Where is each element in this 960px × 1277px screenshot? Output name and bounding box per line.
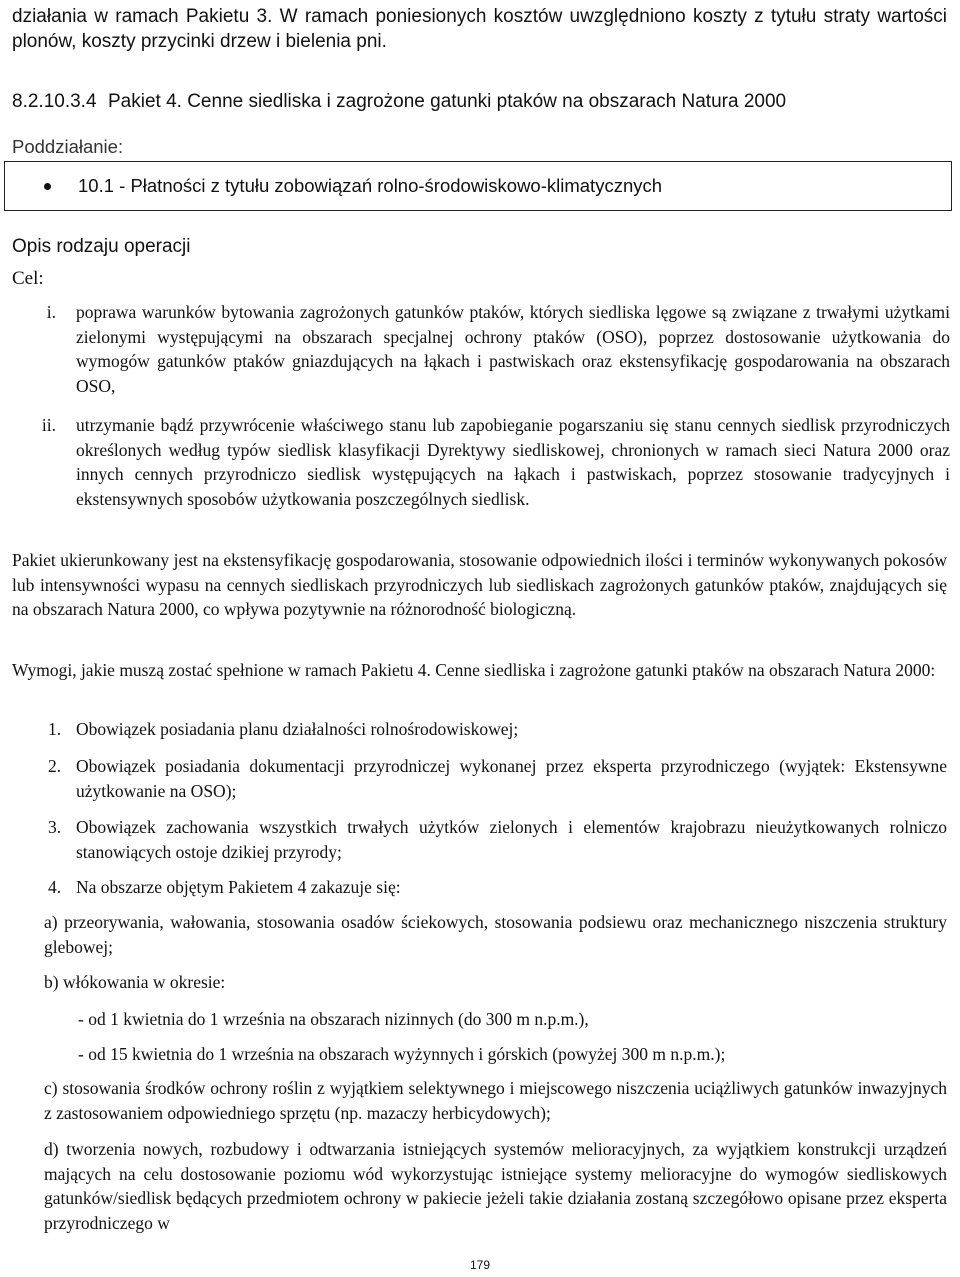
prohibition-c: c) stosowania środków ochrony roślin z wyjątkiem selektywnego i miejscowego niszczenia uciążliwych gatunków inwazyjnych z zastosowaniem odpowiedniego sprzętu (np. mazaczy herbicydowych);: [44, 1078, 947, 1123]
requirement-number: 3.: [48, 817, 62, 837]
requirement-item: [12, 717, 947, 742]
requirement-item: [12, 875, 947, 900]
cel-label: Cel:: [12, 268, 44, 289]
requirement-number: 4.: [48, 877, 62, 897]
paragraph: Pakiet ukierunkowany jest na ekstensyfikację gospodarowania, stosowanie odpowiednich ilości i terminów wykonywanych pokosów lub intensywności wypasu na cennych siedliskach przyrodniczych lub siedliskach zagrożonych gatunków ptaków, znajdujących się na obszarach Natura 2000, co wpływa pozytywnie na różnorodność biologiczną.: [12, 550, 947, 620]
poddzialanie-label: Poddziałanie:: [12, 136, 124, 157]
goal-text: utrzymanie bądź przywrócenie właściwego stanu lub zapobieganie pogarszaniu się stanu cennych siedlisk przyrodniczych określonych według typów siedlisk klasyfikacji Dyrektywy siedliskowej, chronionych w ramach sieci Natura 2000 oraz innych cennych przyrodniczo siedlisk występujących na łąkach i pastwiskach, poprzez stosowanie tradycyjnych i ekstensywnych sposobów użytkowania poszczególnych siedlisk.: [76, 415, 950, 509]
paragraph: Wymogi, jakie muszą zostać spełnione w ramach Pakietu 4. Cenne siedliska i zagrożone gatunki ptaków na obszarach Natura 2000:: [12, 660, 936, 680]
opis-heading: Opis rodzaju operacji: [12, 236, 191, 257]
section-title: Pakiet 4. Cenne siedliska i zagrożone gatunki ptaków na obszarach Natura 2000: [108, 91, 787, 112]
requirement-text: Obowiązek posiadania dokumentacji przyrodniczej wykonanej przez eksperta przyrodniczego (wyjątek: Ekstensywne użytkowanie na OSO);: [76, 756, 947, 801]
goal-item: [16, 413, 950, 511]
prohibition-b-dash: - od 1 kwietnia do 1 września na obszarach nizinnych (do 300 m n.p.m.),: [78, 1009, 589, 1029]
prohibition-b: b) włókowania w okresie:: [44, 972, 226, 992]
requirement-item: [12, 754, 947, 803]
page-number: 179: [469, 1258, 491, 1272]
prohibition-d: d) tworzenia nowych, rozbudowy i odtwarzania istniejących systemów melioracyjnych, za wyjątkiem konstrukcji urządzeń mających na celu dostosowanie poziomu wód wykorzystując istniejące systemy melioracyjne do wymogów siedliskowych gatunków/siedlisk będących przedmiotem ochrony w pakiecie jeżeli takie działania zostaną szczegółowo opisane przez eksperta przyrodniczego w: [44, 1139, 947, 1233]
requirement-text: Na obszarze objętym Pakietem 4 zakazuje się:: [76, 877, 401, 897]
requirement-number: 2.: [48, 756, 62, 776]
prohibition-b-dash: - od 15 kwietnia do 1 września na obszarach wyżynnych i górskich (powyżej 300 m n.p.m.);: [78, 1044, 726, 1064]
section-number: 8.2.10.3.4: [12, 91, 97, 112]
prohibition-a: a) przeorywania, wałowania, stosowania osadów ściekowych, stosowania podsiewu oraz mechanicznego niszczenia struktury glebowej;: [44, 912, 947, 957]
requirement-number: 1.: [48, 719, 62, 739]
goal-label: i.: [46, 302, 56, 322]
goal-label: ii.: [41, 415, 56, 435]
section-heading: [12, 89, 786, 114]
poddzialanie-box: [4, 161, 952, 211]
poddzialanie-item: 10.1 - Płatności z tytułu zobowiązań rolno-środowiskowo-klimatycznych: [78, 175, 663, 196]
requirement-text: Obowiązek zachowania wszystkich trwałych użytków zielonych i elementów krajobrazu nieużytkowanych rolniczo stanowiących ostoje dzikiej przyrody;: [76, 817, 947, 862]
intro-paragraph: działania w ramach Pakietu 3. W ramach poniesionych kosztów uwzględniono koszty z tytułu straty wartości plonów, koszty przycinki drzew i bielenia pni.: [12, 6, 947, 52]
goal-item: [16, 300, 950, 398]
requirement-item: [12, 815, 947, 864]
bullet-icon: [44, 183, 51, 190]
goal-text: poprawa warunków bytowania zagrożonych gatunków ptaków, których siedliska lęgowe są związane z trwałymi użytkami zielonymi występującymi na obszarach specjalnej ochrony ptaków (OSO), poprzez dostosowanie użytkowania do wymogów gatunków ptaków gniazdujących na łąkach i pastwiskach oraz ekstensyfikację gospodarowania na obszarach OSO,: [76, 302, 950, 396]
requirement-text: Obowiązek posiadania planu działalności rolnośrodowiskowej;: [76, 719, 519, 739]
